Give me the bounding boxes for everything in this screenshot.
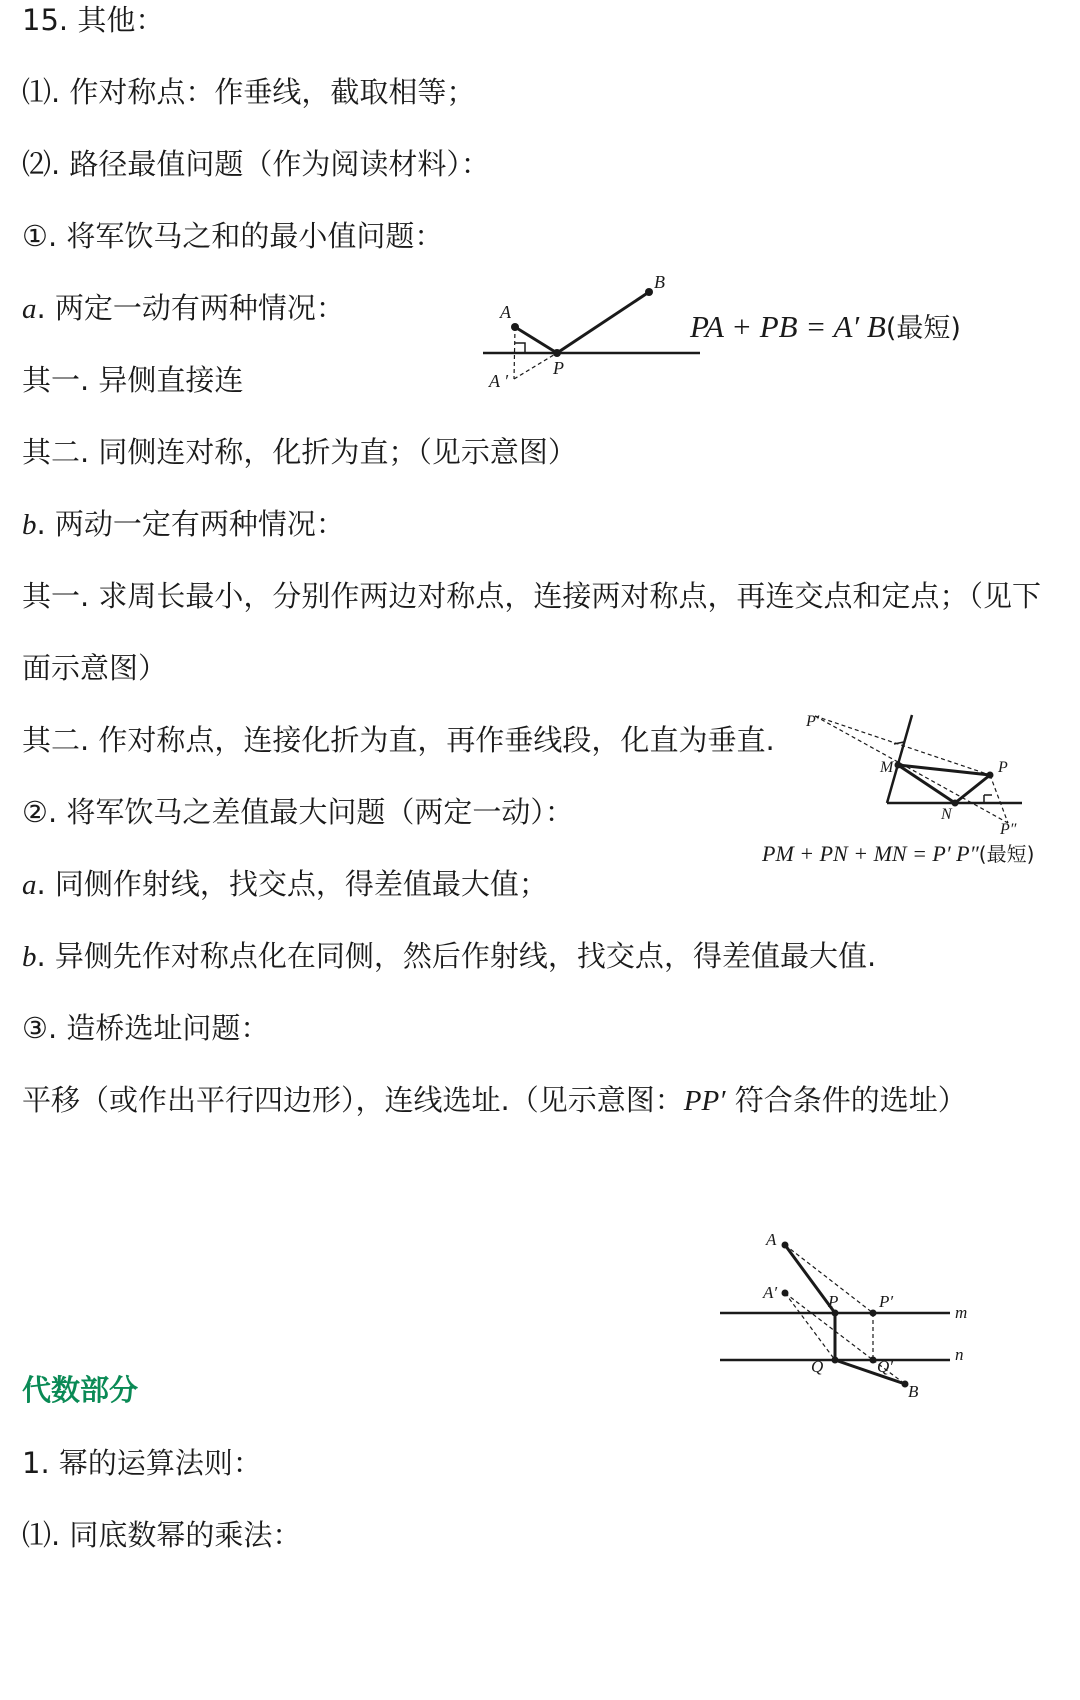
label-m: m bbox=[955, 1303, 968, 1322]
formula-main: PM + PN + MN = P′ P″ bbox=[762, 841, 979, 866]
formula-main: PA + PB = A′ B bbox=[690, 309, 886, 344]
var-pp: PP′ bbox=[683, 1085, 726, 1117]
text: . 两动一定有两种情况： bbox=[36, 507, 345, 541]
formula-note: (最短) bbox=[885, 313, 961, 344]
item-case-same-side: 其二. 同侧连对称，化折为直；（见示意图） bbox=[22, 435, 577, 469]
item-sum-minimum: ①. 将军饮马之和的最小值问题： bbox=[22, 219, 444, 253]
text: . 两定一动有两种情况： bbox=[36, 291, 345, 325]
item-perimeter-min: 其一. 求周长最小，分别作两边对称点，连接两对称点，再连交点和定点；（见下 bbox=[22, 579, 1041, 613]
item-path-extremum: ⑵. 路径最值问题（作为阅读材料）： bbox=[22, 147, 490, 181]
text: 平移（或作出平行四边形），连线选址.（见示意图： bbox=[22, 1083, 684, 1117]
label-P: P bbox=[553, 358, 564, 378]
label-Q-prime: Q′ bbox=[877, 1357, 893, 1376]
label-Q: Q bbox=[811, 1357, 824, 1376]
label-A: A bbox=[500, 302, 511, 322]
item-bridge-location: ③. 造桥选址问题： bbox=[22, 1011, 270, 1045]
item-perimeter-min-cont: 面示意图） bbox=[22, 651, 168, 685]
label-B: B bbox=[908, 1382, 919, 1401]
label-M: M bbox=[880, 759, 894, 776]
section-heading-algebra: 代数部分 bbox=[22, 1373, 139, 1407]
label-N: N bbox=[941, 806, 952, 823]
label-B: B bbox=[654, 272, 665, 292]
label-P: P bbox=[998, 759, 1008, 776]
label-n: n bbox=[955, 1345, 964, 1364]
item-power-rules: 1. 幂的运算法则： bbox=[22, 1446, 262, 1480]
label-a: a bbox=[22, 293, 37, 325]
item-difference-max: ②. 将军饮马之差值最大问题（两定一动）： bbox=[22, 795, 574, 829]
item-case-opposite-side: 其一. 异侧直接连 bbox=[22, 363, 244, 397]
item-perpendicular-segment: 其二. 作对称点，连接化折为直，再作垂线段，化直为垂直. bbox=[22, 723, 775, 757]
label-A: A bbox=[766, 1230, 777, 1249]
label-P: P bbox=[828, 1292, 839, 1311]
label-P-prime: P′ bbox=[879, 1292, 894, 1311]
text: 符合条件的选址） bbox=[725, 1083, 967, 1117]
item-symmetric-point: ⑴. 作对称点：作垂线，截取相等； bbox=[22, 75, 476, 109]
text: . 异侧先作对称点化在同侧，然后作射线，找交点，得差值最大值. bbox=[36, 939, 877, 973]
label-P-double-prime: P″ bbox=[1000, 821, 1017, 838]
label-b: b bbox=[22, 509, 37, 541]
formula-note: (最短) bbox=[978, 842, 1035, 866]
item-15-title: 15. 其他： bbox=[22, 3, 165, 37]
label-P-prime: P′ bbox=[806, 713, 820, 730]
item-same-base-multiplication: ⑴. 同底数幂的乘法： bbox=[22, 1518, 302, 1552]
label-A-prime: A ′ bbox=[489, 371, 509, 391]
label-a: a bbox=[22, 869, 37, 901]
label-b: b bbox=[22, 941, 37, 973]
text: . 同侧作射线，找交点，得差值最大值； bbox=[36, 867, 548, 901]
label-A-prime: A′ bbox=[763, 1283, 778, 1302]
